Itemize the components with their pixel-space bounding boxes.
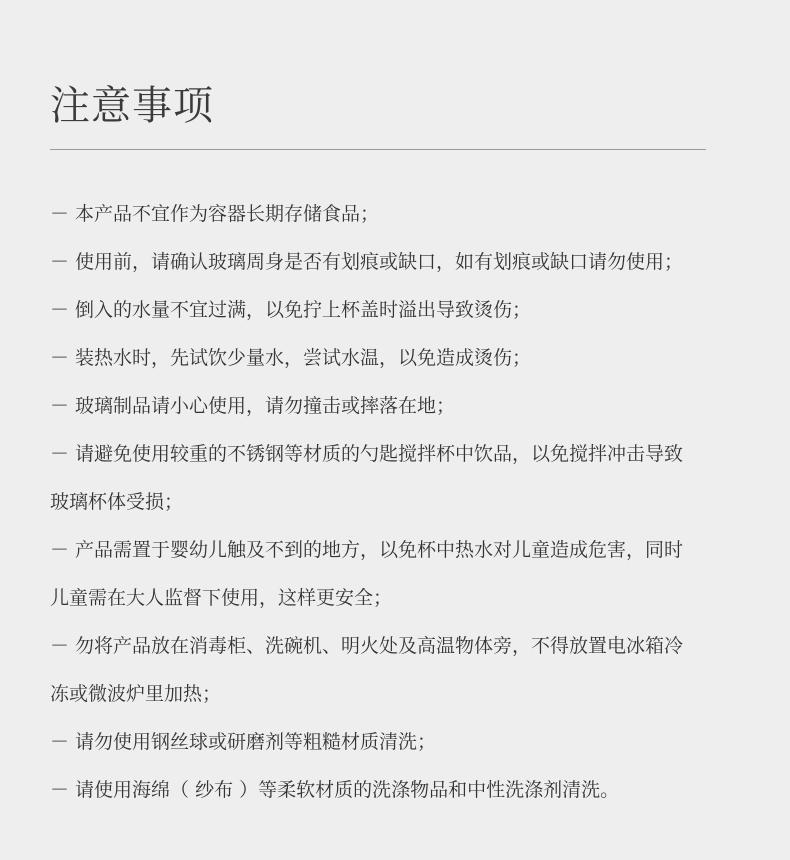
title-divider — [50, 149, 706, 150]
note-line: － 本产品不宜作为容器长期存储食品； — [50, 203, 380, 225]
note-line: － 玻璃制品请小心使用，请勿撞击或摔落在地； — [50, 395, 456, 417]
note-line: － 勿将产品放在消毒柜、洗碗机、明火处及高温物体旁，不得放置电冰箱冷 — [50, 635, 684, 657]
note-line: － 请使用海绵（ 纱布 ）等柔软材质的洗涤物品和中性洗涤剂清洗。 — [50, 779, 620, 801]
note-line: － 请勿使用钢丝球或研磨剂等粗糙材质清洗； — [50, 731, 437, 753]
note-line-continued: 玻璃杯体受损； — [50, 491, 184, 513]
note-line: － 装热水时，先试饮少量水，尝试水温，以免造成烫伤； — [50, 347, 532, 369]
note-line: － 产品需置于婴幼儿触及不到的地方，以免杯中热水对儿童造成危害，同时 — [50, 539, 684, 561]
note-line-continued: 冻或微波炉里加热； — [50, 683, 222, 705]
notes-list — [50, 190, 750, 814]
note-line-continued: 儿童需在大人监督下使用，这样更安全； — [50, 587, 393, 609]
note-line: － 使用前，请确认玻璃周身是否有划痕或缺口，如有划痕或缺口请勿使用； — [50, 251, 684, 273]
note-line: － 请避免使用较重的不锈钢等材质的勺匙搅拌杯中饮品，以免搅拌冲击导致 — [50, 443, 684, 465]
note-line: － 倒入的水量不宜过满，以免拧上杯盖时溢出导致烫伤； — [50, 299, 532, 321]
page-title: 注意事项 — [50, 83, 214, 129]
